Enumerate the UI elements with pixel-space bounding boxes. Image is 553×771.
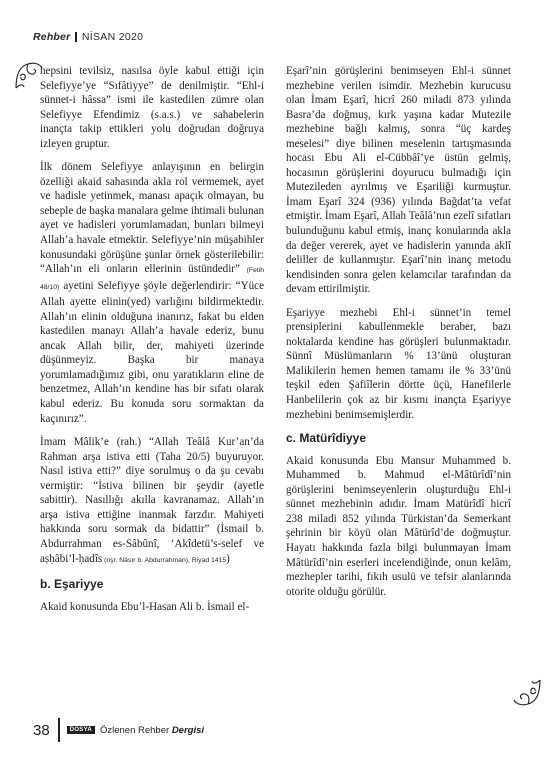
right-paragraph-2: Eşariyye mezhebi Ehl-i sünnet’in temel prensiplerini kabullenmekle beraber, bazı noktalarda kendine has görüşleri bulunmaktadır. Sünnî Müslümanların % 13’ünü oluşturan Malikilerin hemen hemen tamamı ile % 33’ünü teşkil eden Şafiîlerin dörtte üçü, Hanefilerle Hanbelilerin çok az bir kısmı inançta Eşariyye mezhebini benimsemişlerdir. [286,306,511,421]
magazine-name [100,725,204,736]
left-paragraph-3-text: İmam Mâlik’e (rah.) “Allah Teâlâ Kur’an’da Rahman arşa istiva etti (Taha 20/5) buyuruyor. Nasıl istiva etti?” diye sorulmuş o da şu cevabı vermiştir: “İstiva bilinen bir şeydir (ayetle sabittir). Nasıllığı akılla kavranamaz. Allah’ın arşa istiva ettiğine inanmak farzdır. Mahiyeti hakkında soru sormak da bidattir” (İsmail b. Abdurrahman es-Sâbûnî, ‘Akîdetü’s-selef ve aṣḥâbi’l-ḥadîs [40,436,264,565]
right-paragraph-1: Eşarî’nin görüşlerini benimseyen Ehl-i sünnet mezhebine verilen isimdir. Mezhebin kurucusu olan İmam Eşarî, hicrî 260 miladi 873 yılında Basra’da doğmuş, kırk yaşına kadar Mutezile mezhebine bağlı kalmış, sonra “üç kardeş meselesi” diye bilinen meselenin tartışmasında hocası Ebu Ali el-Cübbâî’ye üstün gelmiş, hocasının görüşlerini doyurucu bulmadığı için Mutezileden ayrılmış ve Eşariliği kurmuştur. İmam Eşarî 324 (936) yılında Bağdat’ta vefat etmiştir. İmam Eşarî, Allah Teâlâ’nın ezelî sıfatları bulunduğunu kabul etmiş, inanç konularında akla da değer vererek, ayet ve hadislerin yanında aklî deliller de kullanmıştır. Eşarî’nin inanç metodu kendisinden sonra gelen kelamcılar tarafından da devam ettirilmiştir. [286,65,511,296]
verse-reference: (Fetih 48/10) [40,267,264,291]
left-paragraph-2-text-b: ayetini Selefiyye şöyle değerlendirir: “Yüce Allah ayette elinin(yed) varlığını bildirmektedir. Allah’ın elinin olduğuna inanırız, fakat bu elden kastedilen manayı Allah’a havale ederiz, bunu ancak Allah bilir, der, mahiyeti üzerinde düşünmeyiz. Başka bir manaya yorumlamadığımız gibi, onu yaratıkların eline de benzetmez, Allah’ın kendine has bir sıfatı olarak kabul ederiz. Bu konuda soru sormaktan da kaçınırız”. [40,279,264,425]
page-number: 38 [33,721,50,739]
brand-logo: Rehber [33,31,71,43]
left-paragraph-2-text-a: İlk dönem Selefiyye anlayışının en belirgin özelliği akaid sahasında akla rol vermemek, ayet ve hadisle yetinmek, manası apaçık olmayan, bu sebeple de başka manalara gelme ihtimali bulunan ayet ve hadisleri yorumlamadan, bunları bilmeyi Allah’a havale etmektir. Selefiyye’nin müşabihler konusundaki görüşüne şunlar örnek gösterilebilir: “Allah’ın eli onların ellerinin üstündedir” [40,161,264,276]
section-heading-maturidiyye: c. Matürîdiyye [286,431,367,446]
right-column [286,64,511,608]
citation-close: ) [226,552,230,565]
left-paragraph-3 [40,435,264,568]
left-column [40,64,264,623]
issue-date: NİSAN 2020 [81,31,144,43]
left-paragraph-2 [40,160,264,426]
magazine-name-plain: Özlenen Rehber [99,724,172,736]
magazine-name-bold: Dergisi [171,724,205,736]
header-divider [75,32,77,42]
page-footer [33,721,204,739]
right-paragraph-3: Akaid konusunda Ebu Mansur Muhammed b. Muhammed b. Mahmud el-Mâtürîdî’nin görüşlerini benimseyenlerin oluşturduğu Ehl-i sünnet mezhebinin adıdır. İmam Matürîdî hicrî 238 miladi 852 yılında Türkistan’da Semerkant şehrinin bir köyü olan Mâtürîd’de doğmuştur. Hayatı hakkında fazla bilgi bulunmayan İmam Mâtürîdî’nin eserleri incelendiğinde, onun kelâm, mezhepler tarihi, fıkıh usulü ve tefsir alanlarında otorite olduğu görülür. [286,454,511,598]
corner-flourish-icon [512,678,542,708]
section-heading-esariyye: b. Eşariyye [40,577,104,592]
citation-note: (nşr. Nâsır b. Abdurrahman), Riyad 1415 [102,556,227,564]
left-paragraph-1: hepsini tevilsiz, nasılsa öyle kabul ettiği için Selefiyye’ye “Sıfâtiyye” de denilmiştir. “Ehl-i sünnet-i hâssa” ismi ile kastedilen zümre olan Selefiyye Efendimiz (s.a.s.) ve sahabelerin inançta takip ettikleri yolu doğrudan doğruya izleyen gruptur. [40,65,264,150]
bottom-right-ornament [512,678,542,708]
page-header [33,29,143,45]
left-paragraph-4: Akaid konusunda Ebu’l-Hasan Ali b. İsmail el- [40,600,250,613]
footer-divider [58,718,60,742]
section-badge: DOSYA [67,726,95,734]
